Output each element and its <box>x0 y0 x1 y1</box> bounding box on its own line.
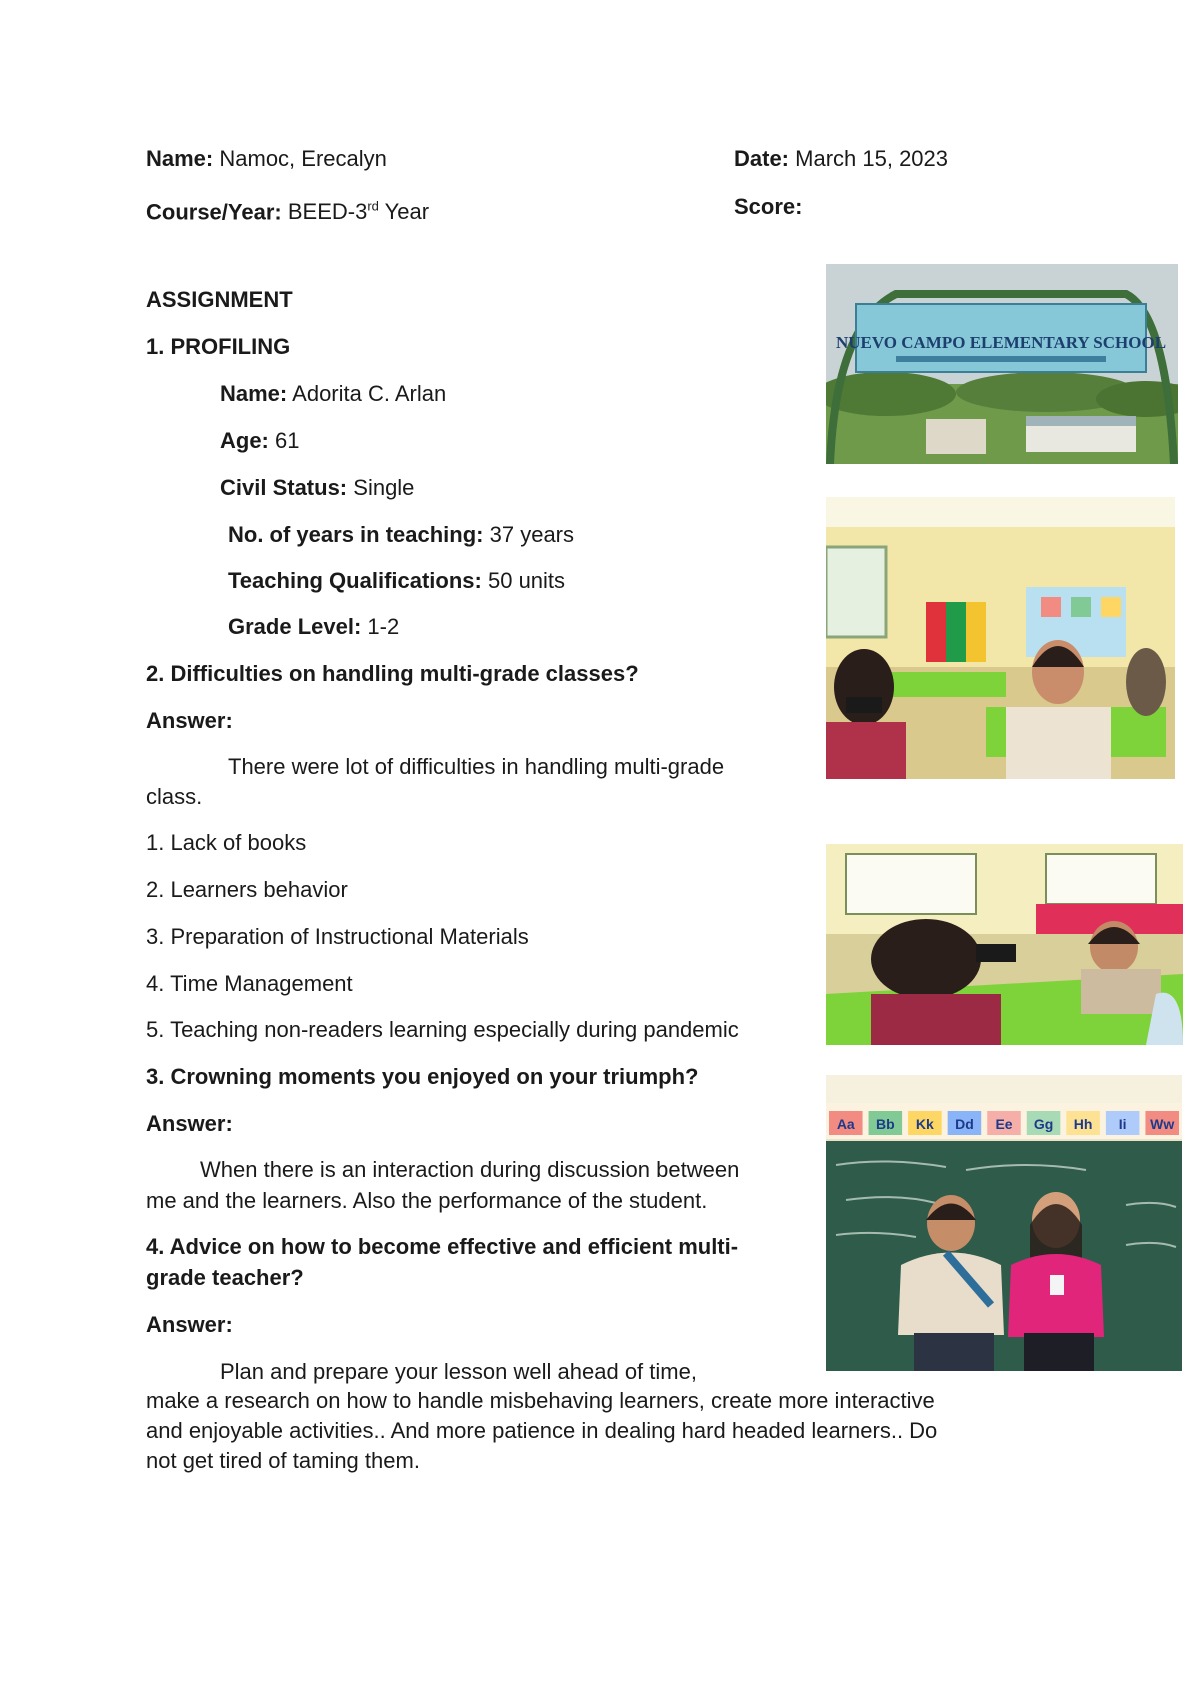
q3-answer-label: Answer: <box>146 1111 233 1136</box>
q2-intro-line2: class. <box>146 784 203 809</box>
alphabet-card-letter: Dd <box>955 1116 974 1132</box>
score-label: Score: <box>734 194 803 219</box>
school-sign-text: NUEVO CAMPO ELEMENTARY SCHOOL <box>835 333 1167 352</box>
q2-answer-label: Answer: <box>146 708 233 733</box>
profile-qualifications: Teaching Qualifications: 50 units <box>228 568 566 593</box>
course-label: Course/Year: <box>146 199 282 225</box>
q3-answer-line1: When there is an interaction during discussion between <box>200 1157 740 1182</box>
course-line <box>146 192 429 227</box>
alphabet-card-letter: Ii <box>1118 1116 1127 1132</box>
list-item: 4. Time Management <box>146 971 353 996</box>
profile-years-teaching: No. of years in teaching: 37 years <box>228 522 575 547</box>
q4-heading-line2: grade teacher? <box>146 1265 304 1290</box>
classroom-interview-photo <box>826 497 1175 779</box>
q4-answer-line3: and enjoyable activities.. And more patience in dealing hard headed learners.. Do <box>146 1418 938 1443</box>
student-name-line <box>146 144 387 174</box>
alphabet-card-letter: Kk <box>915 1116 934 1132</box>
q3-answer-line2: me and the learners. Also the performance of the student. <box>146 1188 708 1213</box>
classroom-conversation-photo <box>826 844 1183 1045</box>
list-item: 1. Lack of books <box>146 830 307 855</box>
assignment-title: ASSIGNMENT <box>146 287 293 312</box>
list-item: 3. Preparation of Instructional Materials <box>146 924 529 949</box>
q4-answer-line1: Plan and prepare your lesson well ahead of time, <box>220 1359 697 1384</box>
q4-answer-line2: make a research on how to handle misbehaving learners, create more interactive <box>146 1388 935 1413</box>
profile-grade-level: Grade Level: 1-2 <box>228 614 400 639</box>
student-name-label: Name: <box>146 146 214 171</box>
date-value: March 15, 2023 <box>795 146 949 171</box>
alphabet-card-letter: Ww <box>1150 1116 1175 1132</box>
q2-heading: 2. Difficulties on handling multi-grade classes? <box>146 661 639 686</box>
profiling-heading: 1. PROFILING <box>146 334 291 359</box>
date-label: Date: <box>734 146 790 171</box>
alphabet-card-letter: Bb <box>875 1116 895 1132</box>
list-item: 2. Learners behavior <box>146 877 348 902</box>
chalkboard-portrait-photo <box>826 1075 1182 1371</box>
q4-heading-line1: 4. Advice on how to become effective and efficient multi- <box>146 1234 739 1259</box>
list-item: 5. Teaching non-readers learning especially during pandemic <box>146 1017 739 1042</box>
student-name-value: Namoc, Erecalyn <box>219 146 387 171</box>
alphabet-card-letter: Hh <box>1073 1116 1093 1132</box>
profile-age: Age: 61 <box>220 428 300 453</box>
q4-answer-label: Answer: <box>146 1312 233 1337</box>
q4-answer-line4: not get tired of taming them. <box>146 1448 420 1473</box>
alphabet-card-letter: Aa <box>836 1116 855 1132</box>
profile-civil-status: Civil Status: Single <box>220 475 415 500</box>
profile-name: Name: Adorita C. Arlan <box>220 381 447 406</box>
school-sign-photo <box>826 264 1178 464</box>
date-line <box>734 144 948 174</box>
q2-intro-line1: There were lot of difficulties in handling multi-grade <box>228 754 725 779</box>
alphabet-card-letter: Gg <box>1033 1116 1054 1132</box>
course-value: BEED-3rd Year <box>287 199 430 225</box>
q3-heading: 3. Crowning moments you enjoyed on your triumph? <box>146 1064 699 1089</box>
alphabet-card-letter: Ee <box>995 1116 1013 1132</box>
